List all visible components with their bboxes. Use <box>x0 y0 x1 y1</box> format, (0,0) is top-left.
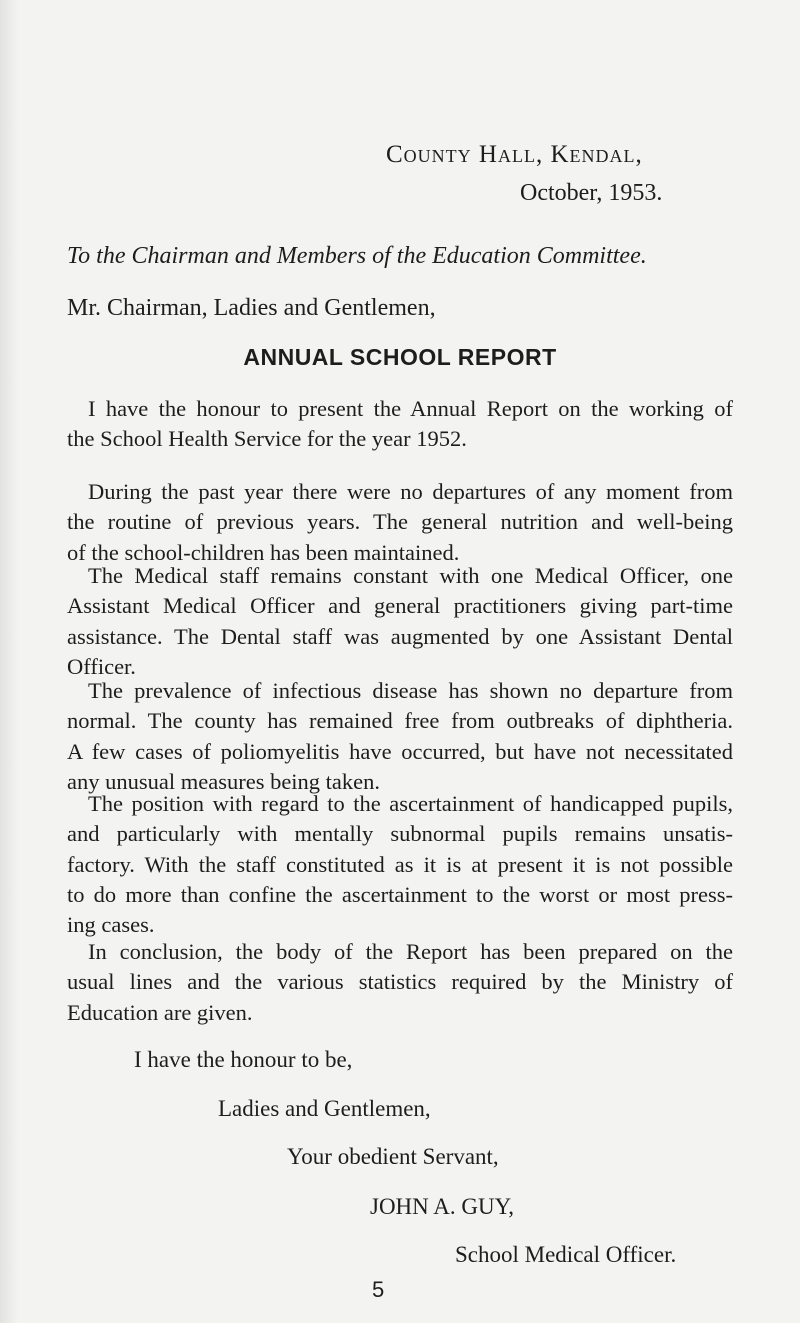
paragraph-2 <box>67 477 733 568</box>
page-edge-shadow <box>0 0 18 1323</box>
paragraph-line: A few cases of poliomyelitis have occurred, but have not necessitated <box>67 738 733 764</box>
paragraph-line: to do more than confine the ascertainment to the worst or most press- <box>67 881 733 907</box>
paragraph-line: the routine of previous years. The general nutrition and well-being <box>67 509 733 535</box>
paragraph-line: The position with regard to the ascertainment of handicapped pupils, <box>88 791 733 816</box>
paragraph-line: The prevalence of infectious disease has shown no departure from <box>88 678 733 703</box>
paragraph-line: The Medical staff remains constant with one Medical Officer, one <box>88 563 733 588</box>
letter-date: October, 1953. <box>520 180 663 206</box>
paragraph-line: In conclusion, the body of the Report has been prepared on the <box>88 939 733 964</box>
paragraph-line: and particularly with mentally subnormal pupils remains unsatis- <box>67 821 733 847</box>
closing-line-2: Ladies and Gentlemen, <box>218 1096 431 1121</box>
paragraph-line: normal. The county has remained free from outbreaks of diphtheria. <box>67 708 733 734</box>
paragraph-6 <box>67 937 733 1028</box>
paragraph-line: During the past year there were no departures of any moment from <box>88 479 733 504</box>
closing-line-1: I have the honour to be, <box>134 1047 353 1072</box>
paragraph-line: usual lines and the various statistics required by the Ministry of <box>67 969 733 995</box>
paragraph-4 <box>67 676 733 797</box>
signatory-name: JOHN A. GUY, <box>370 1194 514 1219</box>
closing-line-3: Your obedient Servant, <box>287 1144 499 1169</box>
paragraph-line: factory. With the staff constituted as it is at present it is not possible <box>67 851 733 877</box>
report-heading: ANNUAL SCHOOL REPORT <box>243 344 557 370</box>
paragraph-5 <box>67 789 733 940</box>
sender-address: County Hall, Kendal, <box>386 141 643 168</box>
paragraph-line: of the school-children has been maintained. <box>67 539 460 565</box>
salutation: Mr. Chairman, Ladies and Gentlemen, <box>67 295 436 321</box>
page-number: 5 <box>372 1277 385 1302</box>
signatory-title: School Medical Officer. <box>455 1242 677 1267</box>
paragraph-line: I have the honour to present the Annual Report on the working of <box>88 396 733 421</box>
paragraph-line: Assistant Medical Officer and general practitioners giving part-time <box>67 593 733 619</box>
paragraph-line: the School Health Service for the year 1952. <box>67 426 467 452</box>
addressee-line: To the Chairman and Members of the Education Committee. <box>67 243 647 269</box>
paragraph-line: Officer. <box>67 653 136 679</box>
paragraph-line: ing cases. <box>67 912 155 938</box>
paragraph-line: assistance. The Dental staff was augmented by one Assistant Dental <box>67 623 733 649</box>
paragraph-1 <box>67 394 733 455</box>
paragraph-line: Education are given. <box>67 999 253 1025</box>
paragraph-3 <box>67 561 733 682</box>
paragraph-line: any unusual measures being taken. <box>67 768 381 794</box>
